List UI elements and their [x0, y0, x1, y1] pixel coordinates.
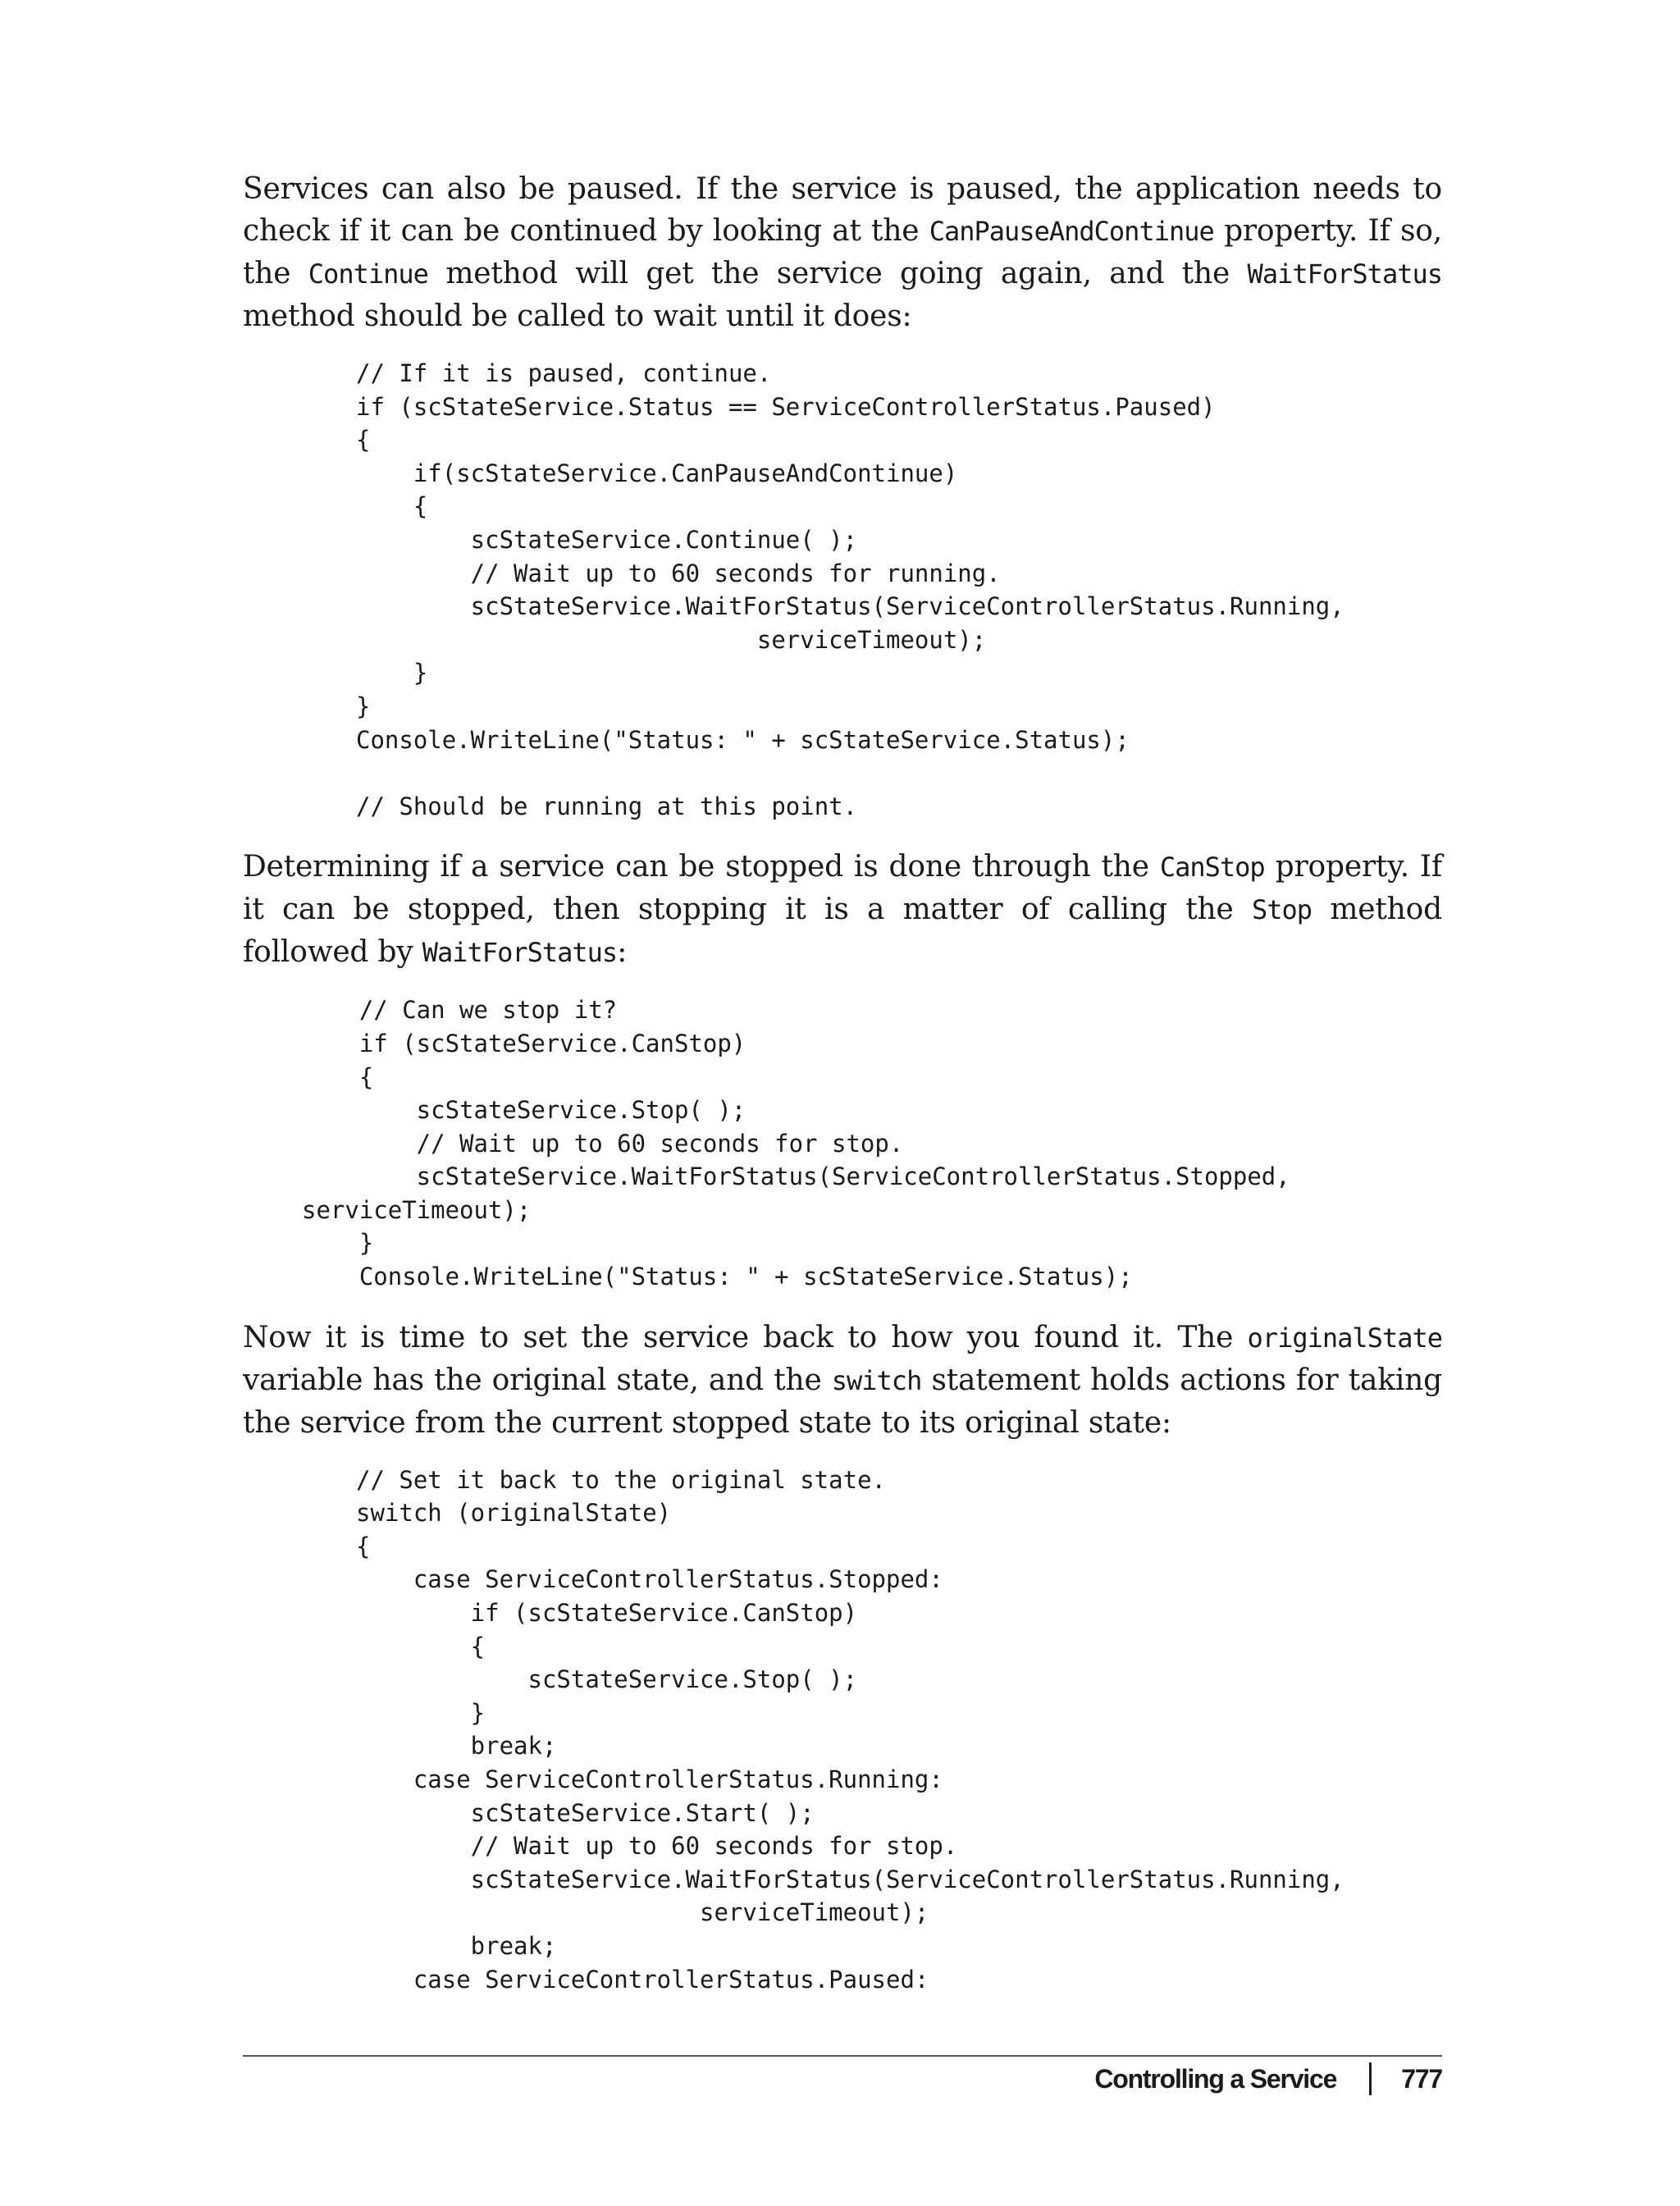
text: property. If so, the — [243, 214, 1442, 290]
inline-code: CanPauseAndContinue — [929, 216, 1214, 247]
running-footer-title: Controlling a Service — [1094, 2064, 1337, 2094]
inline-code: WaitForStatus — [1247, 258, 1442, 290]
paragraph-restore-state — [243, 1317, 1442, 1444]
text: Determining if a service can be stopped is done through the — [243, 850, 1160, 884]
inline-code: WaitForStatus — [422, 937, 618, 969]
inline-code: Continue — [308, 258, 428, 290]
text: Now it is time to set the service back to how you found it. The — [243, 1320, 1248, 1354]
text: : — [617, 935, 628, 970]
inline-code: CanStop — [1159, 852, 1265, 884]
inline-code: Stop — [1251, 894, 1312, 926]
code-block-continue: // If it is paused, continue. if (scStateService.Status == ServiceControllerStatus.Paused) { if(scStateService.CanPauseAndContinue) { scStateService.Continue( ); // Wait up to 60 seconds for running. scStateService.WaitForStatus(ServiceControllerStatus.Running, serviceTimeout); } } Console.WriteLine("Status: " + scStateService.Status); // Should be running at this point. — [356, 359, 1344, 820]
paragraph-pause-continue — [243, 168, 1442, 337]
code-block-switch: // Set it back to the original state. switch (originalState) { case ServiceControllerStatus.Stopped: if (scStateService.CanStop) { scStateService.Stop( ); } break; case ServiceControllerStatus.Running: scStateService.Start( ); // Wait up to 60 seconds for stop. scStateService.WaitForStatus(ServiceControllerStatus.Running, serviceTimeout); break; case ServiceControllerStatus.Paused: — [356, 1465, 1344, 1994]
text: property. If it can be stopped, then stopping it is a matter of calling the — [243, 850, 1442, 927]
paragraph-stop — [243, 846, 1442, 974]
code-block-stop: // Can we stop it? if (scStateService.CanStop) { scStateService.Stop( ); // Wait up to 60 seconds for stop. scStateService.WaitForStatus(ServiceControllerStatus.Stopped, serviceTimeout); } Console.WriteLine("Status: " + scStateService.Status); — [302, 996, 1290, 1291]
page-body — [243, 168, 1442, 1996]
text: statement holds actions for taking the service from the current stopped state to its original state: — [243, 1363, 1442, 1440]
footer-separator — [1369, 2062, 1372, 2095]
page-footer — [1094, 2062, 1442, 2095]
inline-code: originalState — [1247, 1322, 1442, 1354]
text: method will get the service going again, and the — [427, 257, 1248, 290]
page-number: 777 — [1401, 2064, 1442, 2094]
text: Services can also be paused. If the service is paused, the application needs to check if it can be continued by looking at the — [243, 172, 1442, 248]
footer-divider — [243, 2055, 1442, 2057]
text: method followed by — [243, 893, 1442, 970]
text: method should be called to wait until it does: — [243, 299, 912, 333]
text: variable has the original state, and the — [243, 1363, 832, 1397]
inline-code: switch — [831, 1364, 922, 1396]
